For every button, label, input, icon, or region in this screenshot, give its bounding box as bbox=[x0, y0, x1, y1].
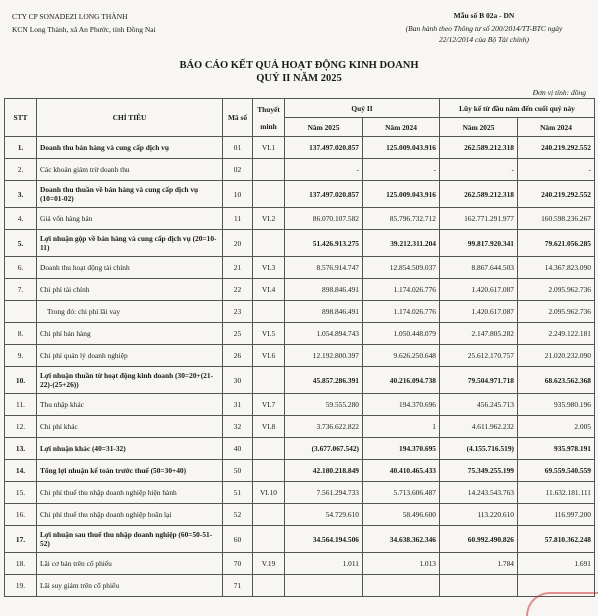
row-name: Trong đó: chi phí lãi vay bbox=[37, 301, 223, 323]
row-luy-ke-2024: 11.632.181.111 bbox=[518, 482, 595, 504]
row-quy-2025: 137.497.020.857 bbox=[285, 181, 363, 208]
row-luy-ke-2025: 1.420.617.087 bbox=[440, 279, 518, 301]
row-stt: 9. bbox=[5, 345, 37, 367]
header-chi-tieu: CHỈ TIÊU bbox=[37, 99, 223, 137]
report-title-block bbox=[0, 59, 598, 85]
row-quy-2024: 34.638.362.346 bbox=[363, 526, 440, 553]
row-luy-ke-2024: 57.810.362.248 bbox=[518, 526, 595, 553]
row-luy-ke-2025: 2.147.805.282 bbox=[440, 323, 518, 345]
row-name: Chi phí khác bbox=[37, 416, 223, 438]
row-quy-2025: 34.564.194.506 bbox=[285, 526, 363, 553]
row-luy-ke-2025: (4.155.716.519) bbox=[440, 438, 518, 460]
row-quy-2024: 1.013 bbox=[363, 553, 440, 575]
row-note bbox=[253, 575, 285, 597]
row-quy-2025: 12.192.800.397 bbox=[285, 345, 363, 367]
row-quy-2024: 1.050.448.079 bbox=[363, 323, 440, 345]
row-quy-2025: 7.561.294.733 bbox=[285, 482, 363, 504]
row-stt: 17. bbox=[5, 526, 37, 553]
table-row bbox=[5, 438, 595, 460]
row-quy-2024: 1 bbox=[363, 416, 440, 438]
form-note-line1: (Ban hành theo Thông tư số 200/2014/TT-BTC ngày bbox=[405, 24, 563, 33]
row-luy-ke-2024: 935.980.196 bbox=[518, 394, 595, 416]
header-stt: STT bbox=[5, 99, 37, 137]
row-quy-2024: 58.496.600 bbox=[363, 504, 440, 526]
table-row bbox=[5, 257, 595, 279]
row-code: 60 bbox=[223, 526, 253, 553]
row-name: Lãi suy giảm trên cổ phiếu bbox=[37, 575, 223, 597]
row-note bbox=[253, 301, 285, 323]
row-luy-ke-2024: 935.978.191 bbox=[518, 438, 595, 460]
row-note bbox=[253, 159, 285, 181]
row-quy-2024: 194.370.695 bbox=[363, 438, 440, 460]
row-name: Chi phí thuế thu nhập doanh nghiệp hiện hành bbox=[37, 482, 223, 504]
row-code: 50 bbox=[223, 460, 253, 482]
row-luy-ke-2025: 1.784 bbox=[440, 553, 518, 575]
table-row bbox=[5, 367, 595, 394]
row-note: VI.3 bbox=[253, 257, 285, 279]
row-name: Thu nhập khác bbox=[37, 394, 223, 416]
row-code: 71 bbox=[223, 575, 253, 597]
row-stt: 15. bbox=[5, 482, 37, 504]
row-note: VI.4 bbox=[253, 279, 285, 301]
row-stt: 18. bbox=[5, 553, 37, 575]
row-stt: 1. bbox=[5, 137, 37, 159]
currency-unit: Đơn vị tính: đồng bbox=[532, 88, 586, 97]
row-quy-2024: 12.854.509.037 bbox=[363, 257, 440, 279]
row-luy-ke-2024: 14.367.823.090 bbox=[518, 257, 595, 279]
row-quy-2025: 137.497.020.857 bbox=[285, 137, 363, 159]
table-row bbox=[5, 181, 595, 208]
table-row bbox=[5, 575, 595, 597]
table-row bbox=[5, 159, 595, 181]
table-row bbox=[5, 553, 595, 575]
row-quy-2025: (3.677.067.542) bbox=[285, 438, 363, 460]
row-note bbox=[253, 230, 285, 257]
company-header bbox=[12, 10, 156, 36]
header-luy-ke-2025: Năm 2025 bbox=[440, 118, 518, 137]
row-code: 52 bbox=[223, 504, 253, 526]
row-name: Lợi nhuận thuần từ hoạt động kinh doanh (30=20+(21-22)-(25+26)) bbox=[37, 367, 223, 394]
table-row bbox=[5, 301, 595, 323]
row-quy-2025: 1.054.894.743 bbox=[285, 323, 363, 345]
row-quy-2024: 39.212.311.204 bbox=[363, 230, 440, 257]
row-code: 02 bbox=[223, 159, 253, 181]
row-luy-ke-2024: 2.095.962.736 bbox=[518, 279, 595, 301]
row-note bbox=[253, 181, 285, 208]
row-quy-2024: 125.009.043.916 bbox=[363, 137, 440, 159]
row-luy-ke-2024: 116.997.200 bbox=[518, 504, 595, 526]
row-luy-ke-2025: 79.504.971.718 bbox=[440, 367, 518, 394]
row-quy-2025: 51.426.913.275 bbox=[285, 230, 363, 257]
form-header bbox=[384, 10, 584, 45]
row-luy-ke-2024: 21.020.232.090 bbox=[518, 345, 595, 367]
row-stt bbox=[5, 301, 37, 323]
row-name: Chi phí tài chính bbox=[37, 279, 223, 301]
form-code: Mẫu số B 02a - DN bbox=[453, 11, 515, 20]
row-quy-2025: 54.729.610 bbox=[285, 504, 363, 526]
row-stt: 5. bbox=[5, 230, 37, 257]
table-row bbox=[5, 279, 595, 301]
row-name: Các khoản giảm trừ doanh thu bbox=[37, 159, 223, 181]
row-luy-ke-2025: - bbox=[440, 159, 518, 181]
row-note: VI.1 bbox=[253, 137, 285, 159]
row-quy-2025: 42.180.218.849 bbox=[285, 460, 363, 482]
row-luy-ke-2024: 2.249.122.181 bbox=[518, 323, 595, 345]
row-quy-2024: 85.796.732.712 bbox=[363, 208, 440, 230]
table-row bbox=[5, 504, 595, 526]
row-stt: 13. bbox=[5, 438, 37, 460]
row-code: 22 bbox=[223, 279, 253, 301]
row-code: 25 bbox=[223, 323, 253, 345]
row-luy-ke-2025: 75.349.255.199 bbox=[440, 460, 518, 482]
row-note bbox=[253, 460, 285, 482]
header-quy: Quý II bbox=[285, 99, 440, 118]
row-code: 23 bbox=[223, 301, 253, 323]
row-stt: 10. bbox=[5, 367, 37, 394]
row-luy-ke-2025: 14.243.543.763 bbox=[440, 482, 518, 504]
row-quy-2025: 898.846.491 bbox=[285, 279, 363, 301]
row-luy-ke-2025: 99.817.920.341 bbox=[440, 230, 518, 257]
row-stt: 7. bbox=[5, 279, 37, 301]
table-row bbox=[5, 526, 595, 553]
row-luy-ke-2025: 25.612.170.757 bbox=[440, 345, 518, 367]
row-stt: 6. bbox=[5, 257, 37, 279]
row-luy-ke-2025: 113.220.610 bbox=[440, 504, 518, 526]
row-stt: 2. bbox=[5, 159, 37, 181]
row-stt: 11. bbox=[5, 394, 37, 416]
row-code: 20 bbox=[223, 230, 253, 257]
row-name: Chi phí quản lý doanh nghiệp bbox=[37, 345, 223, 367]
row-quy-2025 bbox=[285, 575, 363, 597]
row-note bbox=[253, 438, 285, 460]
company-name: CTY CP SONADEZI LONG THÀNH bbox=[12, 12, 128, 21]
row-code: 30 bbox=[223, 367, 253, 394]
row-name: Lợi nhuận gộp về bán hàng và cung cấp dịch vụ (20=10-11) bbox=[37, 230, 223, 257]
table-row bbox=[5, 323, 595, 345]
row-quy-2024: 1.174.026.776 bbox=[363, 279, 440, 301]
row-luy-ke-2025: 4.611.962.232 bbox=[440, 416, 518, 438]
report-title: BÁO CÁO KẾT QUẢ HOẠT ĐỘNG KINH DOANH bbox=[179, 60, 419, 71]
row-name: Doanh thu bán hàng và cung cấp dịch vụ bbox=[37, 137, 223, 159]
header-quy-2025: Năm 2025 bbox=[285, 118, 363, 137]
row-quy-2025: 45.857.286.391 bbox=[285, 367, 363, 394]
row-luy-ke-2025: 456.245.713 bbox=[440, 394, 518, 416]
row-quy-2024: 40.410.465.433 bbox=[363, 460, 440, 482]
row-luy-ke-2024: 69.559.540.559 bbox=[518, 460, 595, 482]
row-luy-ke-2025 bbox=[440, 575, 518, 597]
row-stt: 12. bbox=[5, 416, 37, 438]
form-note-line2: 22/12/2014 của Bộ Tài chính) bbox=[439, 35, 529, 44]
row-luy-ke-2025: 8.867.644.503 bbox=[440, 257, 518, 279]
row-quy-2024: 5.713.606.487 bbox=[363, 482, 440, 504]
header-thuyet-minh bbox=[253, 99, 285, 137]
row-note bbox=[253, 367, 285, 394]
row-name: Lợi nhuận khác (40=31-32) bbox=[37, 438, 223, 460]
table-row bbox=[5, 208, 595, 230]
row-luy-ke-2024: 2.005 bbox=[518, 416, 595, 438]
row-luy-ke-2024: 1.691 bbox=[518, 553, 595, 575]
row-name: Doanh thu thuần về bán hàng và cung cấp dịch vụ (10=01-02) bbox=[37, 181, 223, 208]
header-thuyet-minh-line1: Thuyết bbox=[257, 104, 280, 114]
row-code: 26 bbox=[223, 345, 253, 367]
row-name: Chi phí thuế thu nhập doanh nghiệp hoãn lại bbox=[37, 504, 223, 526]
row-stt: 14. bbox=[5, 460, 37, 482]
table-row bbox=[5, 345, 595, 367]
header-luy-ke-2024: Năm 2024 bbox=[518, 118, 595, 137]
row-quy-2025: 59.555.280 bbox=[285, 394, 363, 416]
row-note: VI.8 bbox=[253, 416, 285, 438]
row-quy-2025: 3.736.622.822 bbox=[285, 416, 363, 438]
table-row bbox=[5, 460, 595, 482]
row-luy-ke-2024: 240.219.292.552 bbox=[518, 137, 595, 159]
row-luy-ke-2025: 60.992.490.826 bbox=[440, 526, 518, 553]
row-code: 11 bbox=[223, 208, 253, 230]
row-note: VI.5 bbox=[253, 323, 285, 345]
row-name: Doanh thu hoạt động tài chính bbox=[37, 257, 223, 279]
table-row bbox=[5, 394, 595, 416]
row-name: Tổng lợi nhuận kế toán trước thuế (50=30+40) bbox=[37, 460, 223, 482]
row-stt: 16. bbox=[5, 504, 37, 526]
company-address: KCN Long Thành, xã An Phước, tỉnh Đồng Nai bbox=[12, 25, 156, 34]
row-quy-2024: 1.174.026.776 bbox=[363, 301, 440, 323]
row-quy-2025: 8.576.914.747 bbox=[285, 257, 363, 279]
row-quy-2025: - bbox=[285, 159, 363, 181]
row-quy-2025: 86.070.107.582 bbox=[285, 208, 363, 230]
row-luy-ke-2024: 68.623.562.368 bbox=[518, 367, 595, 394]
row-note bbox=[253, 526, 285, 553]
header-luy-ke: Lũy kế từ đầu năm đến cuối quý này bbox=[440, 99, 595, 118]
header-ma-so: Mã số bbox=[223, 99, 253, 137]
row-note: V.19 bbox=[253, 553, 285, 575]
row-luy-ke-2024: 79.621.056.285 bbox=[518, 230, 595, 257]
row-code: 31 bbox=[223, 394, 253, 416]
row-quy-2024 bbox=[363, 575, 440, 597]
row-note: VI.7 bbox=[253, 394, 285, 416]
income-statement-table bbox=[4, 98, 595, 597]
row-quy-2024: 194.370.696 bbox=[363, 394, 440, 416]
row-note: VI.10 bbox=[253, 482, 285, 504]
header-quy-2024: Năm 2024 bbox=[363, 118, 440, 137]
row-luy-ke-2025: 262.589.212.318 bbox=[440, 137, 518, 159]
row-luy-ke-2025: 162.771.291.977 bbox=[440, 208, 518, 230]
row-quy-2025: 898.846.491 bbox=[285, 301, 363, 323]
row-name: Chi phí bán hàng bbox=[37, 323, 223, 345]
row-luy-ke-2024: 2.095.962.736 bbox=[518, 301, 595, 323]
table-row bbox=[5, 137, 595, 159]
row-code: 32 bbox=[223, 416, 253, 438]
row-luy-ke-2024: 240.219.292.552 bbox=[518, 181, 595, 208]
row-code: 40 bbox=[223, 438, 253, 460]
row-stt: 3. bbox=[5, 181, 37, 208]
row-note: VI.2 bbox=[253, 208, 285, 230]
row-code: 21 bbox=[223, 257, 253, 279]
table-row bbox=[5, 230, 595, 257]
row-luy-ke-2025: 262.589.212.318 bbox=[440, 181, 518, 208]
table-row bbox=[5, 482, 595, 504]
row-name: Lợi nhuận sau thuế thu nhập doanh nghiệp (60=50-51-52) bbox=[37, 526, 223, 553]
table-body bbox=[5, 137, 595, 597]
row-stt: 19. bbox=[5, 575, 37, 597]
row-luy-ke-2025: 1.420.617.087 bbox=[440, 301, 518, 323]
row-code: 01 bbox=[223, 137, 253, 159]
report-subtitle: QUÝ II NĂM 2025 bbox=[256, 73, 342, 84]
table-row bbox=[5, 416, 595, 438]
row-stt: 8. bbox=[5, 323, 37, 345]
row-luy-ke-2024: 160.598.236.267 bbox=[518, 208, 595, 230]
row-note bbox=[253, 504, 285, 526]
row-quy-2024: 9.626.250.648 bbox=[363, 345, 440, 367]
row-quy-2024: - bbox=[363, 159, 440, 181]
row-stt: 4. bbox=[5, 208, 37, 230]
header-thuyet-minh-line2: minh bbox=[260, 121, 277, 131]
row-name: Lãi cơ bản trên cổ phiếu bbox=[37, 553, 223, 575]
row-luy-ke-2024: - bbox=[518, 159, 595, 181]
row-quy-2024: 40.216.094.738 bbox=[363, 367, 440, 394]
row-quy-2024: 125.009.043.916 bbox=[363, 181, 440, 208]
row-name: Giá vốn hàng bán bbox=[37, 208, 223, 230]
red-stamp-seal bbox=[526, 592, 598, 616]
row-note: VI.6 bbox=[253, 345, 285, 367]
row-code: 10 bbox=[223, 181, 253, 208]
row-code: 51 bbox=[223, 482, 253, 504]
row-quy-2025: 1.011 bbox=[285, 553, 363, 575]
row-code: 70 bbox=[223, 553, 253, 575]
